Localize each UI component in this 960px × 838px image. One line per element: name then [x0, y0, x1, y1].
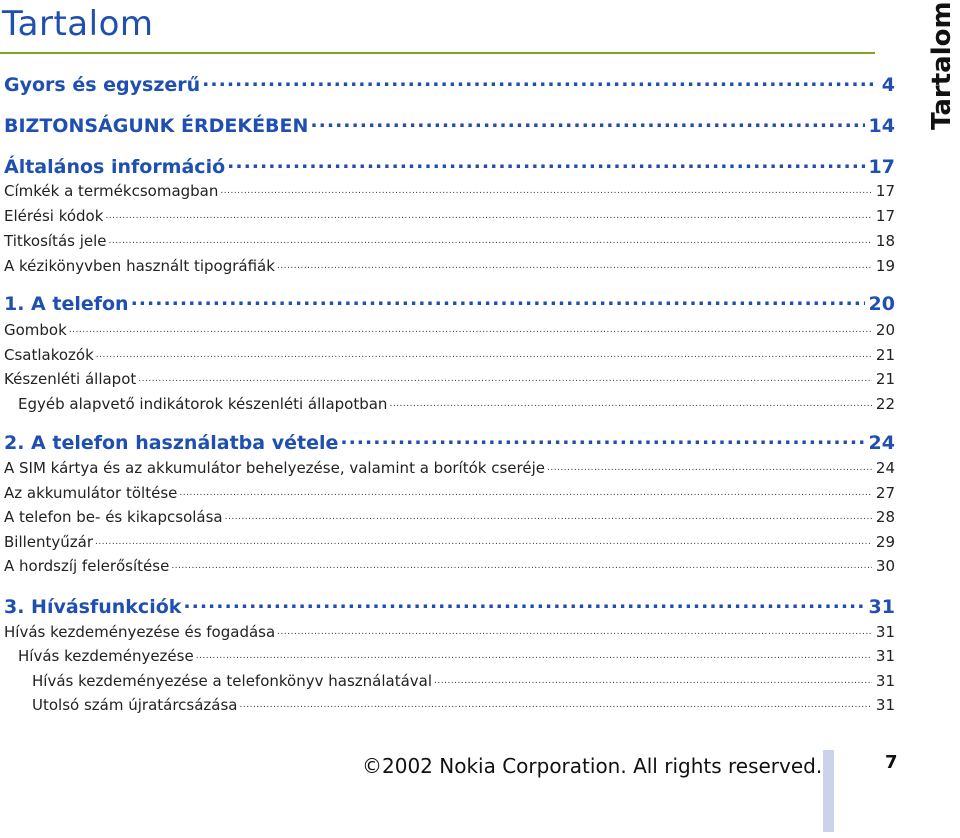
toc-entry-page: 22 [875, 395, 895, 413]
toc-entry-label: A hordszíj felerősítése [4, 557, 170, 575]
toc-entry-page: 31 [875, 696, 895, 714]
toc-entry-page: 31 [875, 672, 895, 690]
toc-entry-gombok[interactable] [4, 320, 895, 339]
toc-entry-page: 17 [875, 182, 895, 200]
toc-entry-label: Gombok [4, 321, 67, 339]
toc-entry-page: 17 [875, 207, 895, 225]
dot-leader [225, 507, 872, 522]
toc-entry-page: 30 [875, 557, 895, 575]
toc-entry-page: 21 [875, 370, 895, 388]
dot-leader [109, 231, 872, 246]
toc-entry-page: 31 [875, 647, 895, 665]
dot-leader [183, 594, 864, 613]
toc-entry-page: 24 [875, 459, 895, 477]
dot-leader [547, 458, 872, 473]
toc-entry-tipografiak[interactable] [4, 256, 895, 275]
toc-entry-eleresi-kodok[interactable] [4, 206, 895, 225]
page-number: 7 [885, 752, 898, 773]
toc-entry-label: Hívás kezdeményezése és fogadása [4, 623, 276, 641]
dot-leader [138, 369, 872, 384]
toc-entry-be-kikapcsolas[interactable] [4, 507, 895, 526]
toc-entry-label: Utolsó szám újratárcsázása [32, 696, 238, 714]
toc-entry-sim-kartya[interactable] [4, 458, 895, 477]
toc-entry-kezdemenyezes-fogadas[interactable] [4, 622, 895, 641]
toc-entry-indikatorok[interactable] [18, 394, 895, 413]
toc-entry-label: Gyors és egyszerű [4, 74, 201, 96]
toc-entry-page: 29 [875, 533, 895, 551]
toc-entry-label: A telefon be- és kikapcsolása [4, 508, 223, 526]
footer-accent-bar [823, 750, 834, 832]
dot-leader [434, 671, 872, 686]
toc-entry-biztonsag[interactable] [4, 113, 895, 137]
toc-entry-page: 20 [875, 321, 895, 339]
toc-entry-ujratarcsazas[interactable] [32, 695, 895, 714]
toc-entry-telefonkonyv[interactable] [32, 671, 895, 690]
toc-entry-page: 21 [875, 346, 895, 364]
toc-entry-page: 19 [875, 257, 895, 275]
toc-entry-cimkek[interactable] [4, 181, 895, 200]
toc-entry-page: 31 [875, 623, 895, 641]
toc-entry-page: 27 [875, 484, 895, 502]
toc-entry-page: 24 [868, 432, 895, 454]
toc-entry-label: Billentyűzár [4, 533, 94, 551]
toc-entry-page: 4 [881, 74, 895, 96]
dot-leader [310, 113, 864, 132]
toc-entry-hivasfunkciok[interactable] [4, 594, 895, 618]
toc-entry-page: 28 [875, 508, 895, 526]
dot-leader [95, 532, 872, 547]
toc-entry-label: 2. A telefon használatba vétele [4, 432, 339, 454]
toc-entry-gyors[interactable] [4, 72, 895, 96]
toc-entry-label: Címkék a termékcsomagban [4, 182, 219, 200]
dot-leader [69, 320, 872, 335]
dot-leader [131, 291, 865, 310]
toc-entry-hordszij[interactable] [4, 556, 895, 575]
page-title: Tartalom [2, 4, 154, 44]
dot-leader [96, 345, 872, 360]
copyright-notice: ©2002 Nokia Corporation. All rights reserved. [362, 754, 823, 778]
toc-entry-keszenleti[interactable] [4, 369, 895, 388]
dot-leader [105, 206, 872, 221]
toc-entry-label: A SIM kártya és az akkumulátor behelyezése, valamint a borítók cseréje [4, 459, 545, 477]
dot-leader [202, 72, 878, 91]
toc-entry-label: Hívás kezdeményezése [18, 647, 194, 665]
toc-entry-label: 1. A telefon [4, 293, 129, 315]
toc-entry-label: Csatlakozók [4, 346, 94, 364]
toc-entry-label: Hívás kezdeményezése a telefonkönyv használatával [32, 672, 433, 690]
dot-leader [179, 483, 872, 498]
dot-leader [171, 556, 872, 571]
toc-entry-label: 3. Hívásfunkciók [4, 596, 182, 618]
dot-leader [240, 695, 872, 710]
toc-entry-page: 31 [868, 596, 895, 618]
toc-entry-label: Elérési kódok [4, 207, 104, 225]
toc-entry-kezdemenyezes[interactable] [18, 646, 895, 665]
toc-entry-titkositas[interactable] [4, 231, 895, 250]
toc-entry-page: 17 [868, 156, 895, 178]
dot-leader [220, 181, 872, 196]
dot-leader [277, 622, 872, 637]
toc-entry-label: BIZTONSÁGUNK ÉRDEKÉBEN [4, 115, 309, 137]
toc-entry-page: 18 [875, 232, 895, 250]
toc-entry-page: 14 [868, 115, 895, 137]
dot-leader [389, 394, 871, 409]
toc-entry-billentyuzar[interactable] [4, 532, 895, 551]
toc-entry-a-telefon[interactable] [4, 291, 895, 315]
toc-entry-label: Egyéb alapvető indikátorok készenléti állapotban [18, 395, 388, 413]
side-section-label: Tartalom [927, 1, 957, 130]
toc-entry-label: Titkosítás jele [4, 232, 107, 250]
toc-entry-label: Általános információ [4, 156, 226, 178]
toc-entry-csatlakozok[interactable] [4, 345, 895, 364]
toc-entry-label: A kézikönyvben használt tipográfiák [4, 257, 275, 275]
toc-entry-page: 20 [868, 293, 895, 315]
toc-entry-toltes[interactable] [4, 483, 895, 502]
dot-leader [227, 154, 864, 173]
toc-entry-label: Készenléti állapot [4, 370, 137, 388]
dot-leader [196, 646, 872, 661]
dot-leader [277, 256, 872, 271]
toc-entry-altalanos[interactable] [4, 154, 895, 178]
toc-entry-hasznalatba-vetel[interactable] [4, 430, 895, 454]
dot-leader [340, 430, 864, 449]
toc-entry-label: Az akkumulátor töltése [4, 484, 178, 502]
